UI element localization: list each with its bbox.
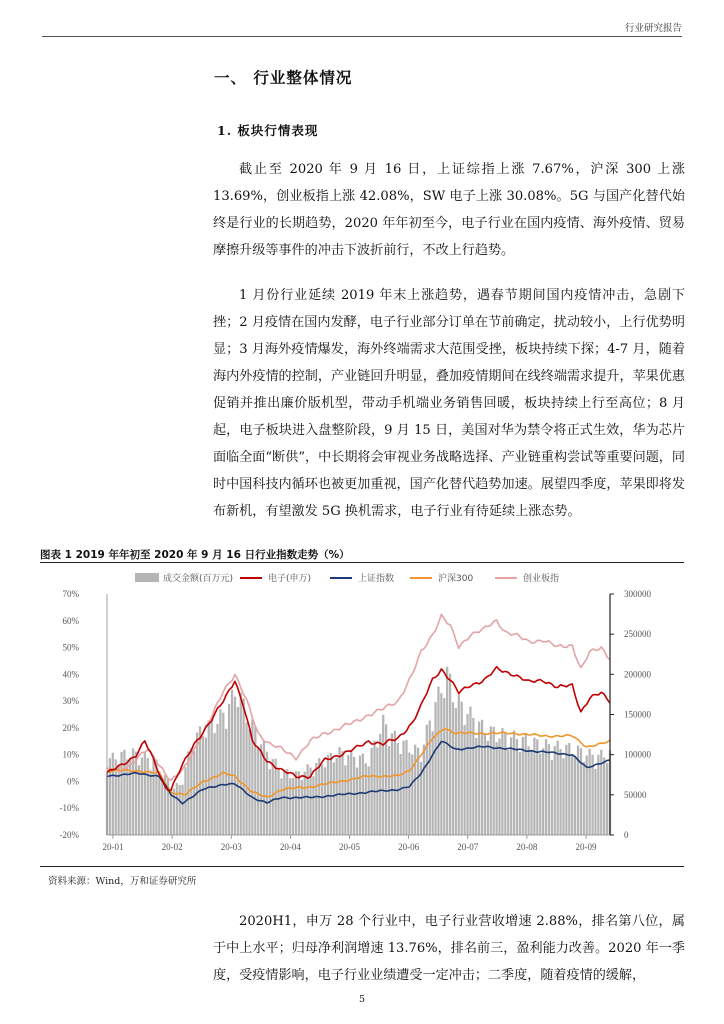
volume-bar — [539, 754, 541, 835]
volume-bar — [554, 746, 556, 835]
volume-bar — [277, 769, 279, 835]
y-left-tick-label: 40% — [62, 669, 79, 680]
volume-bar — [225, 729, 227, 835]
volume-bar — [216, 724, 218, 835]
x-tick-label: 20-05 — [339, 842, 360, 852]
y-left-tick-label: 70% — [62, 589, 79, 599]
volume-bar — [606, 763, 608, 835]
subsection-title: 1. 板块行情表现 — [217, 123, 319, 138]
volume-bar — [536, 739, 538, 835]
volume-bar — [423, 745, 425, 835]
volume-bar — [498, 739, 500, 835]
volume-bar — [350, 750, 352, 835]
volume-bar — [144, 752, 146, 835]
x-tick-label: 20-06 — [398, 842, 420, 852]
volume-bar — [196, 732, 198, 835]
volume-bar — [149, 771, 151, 835]
volume-bar — [306, 764, 308, 835]
volume-bar — [391, 733, 393, 835]
volume-bar — [181, 785, 183, 835]
figure-title: 图表 1 2019 年年初至 2020 年 9 月 16 日行业指数走势（%） — [40, 549, 350, 561]
volume-bar — [237, 707, 239, 835]
volume-bar — [205, 738, 207, 835]
volume-bar — [275, 759, 277, 835]
x-tick-label: 20-01 — [102, 842, 124, 852]
volume-bar — [266, 752, 268, 835]
volume-bar — [158, 771, 160, 835]
volume-bar — [429, 720, 431, 835]
legend-label-chinext: 创业板指 — [523, 574, 560, 584]
x-tick-label: 20-04 — [279, 842, 301, 852]
volume-bar — [245, 723, 247, 835]
volume-bar — [414, 745, 416, 835]
volume-bar — [138, 765, 140, 835]
volume-bar — [362, 754, 364, 835]
volume-bar — [434, 702, 436, 835]
y-right-tick-label: 250000 — [624, 629, 651, 640]
volume-bar — [589, 749, 591, 835]
volume-bar — [359, 756, 361, 835]
volume-bar — [321, 764, 323, 835]
volume-bar — [408, 753, 410, 835]
volume-bar — [432, 731, 434, 835]
legend-label-electronics: 电子(申万) — [268, 574, 312, 584]
volume-bar — [565, 745, 567, 835]
volume-bar — [510, 737, 512, 835]
header-tag: 行业研究报告 — [624, 23, 682, 34]
volume-bar — [304, 772, 306, 835]
chart-legend — [135, 572, 559, 584]
header-divider — [42, 36, 682, 37]
volume-bar — [373, 741, 375, 835]
volume-bar — [551, 760, 553, 835]
volume-bar — [437, 687, 439, 835]
volume-bar — [594, 769, 596, 835]
chart-plot-area — [106, 614, 611, 835]
figure-bottom-rule — [40, 866, 684, 867]
volume-bar — [353, 757, 355, 835]
volume-bar — [202, 736, 204, 835]
legend-label-csi300: 沪深300 — [438, 574, 474, 584]
volume-bar — [338, 747, 340, 835]
volume-bar — [240, 693, 242, 835]
y-right-tick-label: 150000 — [624, 709, 651, 720]
volume-bar — [490, 726, 492, 835]
y-right-tick-label: 0 — [624, 830, 629, 840]
volume-bar — [527, 746, 529, 835]
volume-bar — [260, 744, 262, 835]
volume-bar — [248, 729, 250, 835]
volume-bar — [504, 733, 506, 835]
y-left-tick-label: -10% — [59, 803, 79, 814]
index-trend-chart — [40, 564, 684, 864]
volume-bar — [257, 748, 259, 835]
page-number: 5 — [358, 994, 366, 1005]
volume-bar — [455, 708, 457, 835]
volume-bar — [452, 702, 454, 835]
volume-bar — [336, 758, 338, 835]
volume-bar — [208, 720, 210, 835]
y-right-tick-label: 100000 — [624, 749, 651, 760]
volume-bar — [213, 733, 215, 835]
volume-bar — [481, 720, 483, 835]
volume-bar — [243, 698, 245, 835]
y-right-tick-label: 200000 — [624, 669, 651, 680]
volume-bar — [597, 755, 599, 835]
volume-bar — [365, 763, 367, 835]
volume-bar — [458, 695, 460, 835]
y-right-tick-label: 300000 — [624, 589, 651, 599]
volume-bar — [147, 758, 149, 835]
volume-bar — [557, 741, 559, 835]
volume-bar — [507, 750, 509, 835]
y-left-tick-label: -20% — [59, 830, 79, 840]
section-title: 一、 行业整体情况 — [214, 68, 353, 87]
volume-bar — [472, 718, 474, 835]
volume-bar — [135, 752, 137, 835]
volume-bar — [193, 751, 195, 835]
volume-bar — [152, 759, 154, 835]
legend-label-sse: 上证指数 — [358, 574, 395, 584]
volume-bar — [559, 749, 561, 835]
volume-bar — [478, 722, 480, 835]
volume-bar — [219, 709, 221, 835]
volume-bar — [231, 690, 233, 835]
volume-bar — [292, 778, 294, 835]
volume-bar — [513, 731, 515, 835]
legend-swatch-volume — [135, 573, 159, 582]
volume-bar — [603, 757, 605, 835]
paragraph-1: 截止至 2020 年 9 月 16 日，上证综指上涨 7.67%，沪深 300 上涨 13.69%，创业板指上涨 42.08%，SW 电子上涨 30.08%。5G 与国产化替代始终是行业的长期趋势，2020 年年初至今，电子行业在国内疫情、海外疫情、贸易摩擦升级等事件的冲击下波折前行，不改上行趋势。 — [213, 162, 685, 258]
volume-bar — [341, 751, 343, 835]
y-left-tick-label: 30% — [62, 696, 79, 707]
x-tick-label: 20-02 — [161, 842, 183, 852]
x-tick-label: 20-08 — [516, 842, 538, 852]
volume-bar — [394, 731, 396, 835]
volume-bar — [562, 758, 564, 835]
volume-bar — [426, 725, 428, 835]
volume-bar — [516, 739, 518, 835]
y-left-tick-label: 10% — [62, 749, 79, 760]
volume-bar — [469, 706, 471, 835]
volume-bar — [446, 667, 448, 835]
volume-bar — [234, 697, 236, 835]
volume-bar — [440, 693, 442, 835]
y-left-tick-label: 20% — [62, 722, 79, 733]
volume-bar — [295, 771, 297, 835]
y-left-tick-label: 50% — [62, 642, 79, 653]
volume-bar — [484, 734, 486, 835]
volume-bar — [475, 738, 477, 835]
volume-bar — [129, 758, 131, 835]
volume-bar — [222, 713, 224, 835]
volume-bar — [583, 762, 585, 835]
volume-bar — [298, 771, 300, 835]
legend-label-volume: 成交金额(百万元) — [163, 574, 234, 584]
volume-bar — [286, 769, 288, 835]
volume-bar — [312, 776, 314, 835]
volume-bar — [574, 756, 576, 835]
paragraph-3: 2020H1，申万 28 个行业中，电子行业营收增速 2.88%，排名第八位，属于中上水平；归母净利润增速 13.76%，排名前三，盈利能力改善。2020 年一季度，受疫情影响，电子行业业绩遭受一定冲击；二季度，随着疫情的缓解， — [213, 914, 685, 983]
volume-bar — [400, 754, 402, 835]
volume-bar — [289, 778, 291, 835]
figure-source: 资料来源：Wind，万和证券研究所 — [48, 876, 197, 887]
volume-bar — [397, 743, 399, 835]
volume-bar — [170, 790, 172, 835]
y-right-tick-label: 50000 — [624, 789, 647, 800]
volume-bar — [330, 753, 332, 835]
volume-bar — [161, 779, 163, 835]
volume-bar — [272, 759, 274, 835]
volume-bar — [568, 743, 570, 835]
y-left-tick-label: 60% — [62, 615, 79, 626]
volume-bar — [228, 704, 230, 835]
volume-bar — [493, 727, 495, 835]
volume-bar — [333, 763, 335, 835]
volume-bar — [545, 739, 547, 835]
volume-bar — [461, 702, 463, 835]
volume-bar — [571, 754, 573, 835]
volume-bar — [112, 753, 114, 835]
volume-bar — [379, 734, 381, 835]
volume-bar — [548, 744, 550, 835]
volume-bar — [283, 769, 285, 835]
volume-bar — [495, 742, 497, 835]
volume-bar — [463, 725, 465, 835]
volume-bar — [449, 674, 451, 835]
volume-bar — [487, 741, 489, 835]
x-tick-label: 20-03 — [220, 842, 242, 852]
volume-bar — [501, 728, 503, 835]
volume-bar — [141, 758, 143, 835]
volume-bar — [522, 737, 524, 835]
y-left-tick-label: 0% — [67, 776, 79, 787]
volume-bar — [344, 765, 346, 835]
paragraph-2: 1 月份行业延续 2019 年末上涨趋势，遇春节期间国内疫情冲击，急剧下挫；2 月疫情在国内发酵，电子行业部分订单在节前确定，扰动较小，上行优势明显；3 月海外疫情爆发，海外终端需求大范围受挫，板块持续下探；4-7 月，随着海内外疫情的控制，产业链回升明显，叠加疫情期间在线终端需求提升，苹果优惠促销并推出廉价版机型，带动手机端业务销售回暖，板块持续上行至高位；8 月起，电子板块进入盘整阶段，9 月 15 日，美国对华为禁令将正式生效，华为芯片面临全面“断供”，中长期将会审视业务战略选择、产业链重构尝试等重要问题，同时中国科技内循环也被更加重视，国产化替代趋势加速。展望四季度，苹果即将发布新机，有望激发 5G 换机需求，电子行业有待延续上涨态势。 — [213, 288, 685, 519]
figure-top-rule — [40, 562, 684, 563]
volume-bar — [525, 734, 527, 835]
volume-bar — [347, 755, 349, 835]
x-tick-label: 20-07 — [457, 842, 479, 852]
volume-bar — [324, 767, 326, 835]
volume-bar — [519, 752, 521, 835]
volume-bar — [132, 748, 134, 835]
volume-bar — [542, 748, 544, 835]
volume-bar — [280, 778, 282, 835]
volume-bar — [530, 750, 532, 835]
volume-bar — [382, 715, 384, 835]
volume-bar — [176, 783, 178, 835]
volume-bar — [443, 698, 445, 835]
volume-bar — [123, 750, 125, 835]
volume-bar — [315, 763, 317, 835]
x-tick-label: 20-09 — [575, 842, 597, 852]
volume-bar — [190, 748, 192, 835]
